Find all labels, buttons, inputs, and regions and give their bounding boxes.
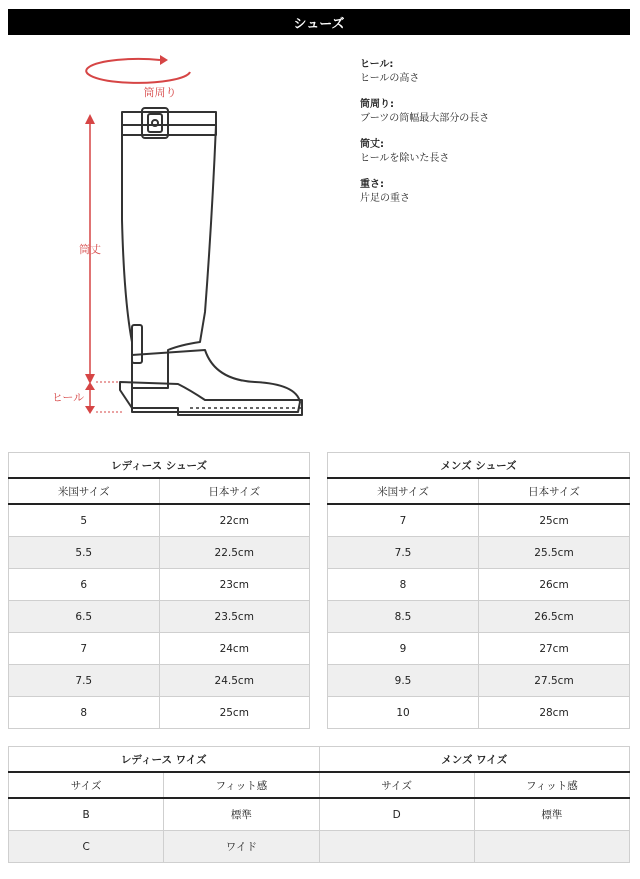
table-row — [328, 633, 630, 665]
table-row — [9, 601, 310, 633]
table-row — [328, 697, 630, 729]
table-cell: 28cm — [479, 697, 630, 729]
mens-shoes-table — [327, 452, 630, 729]
table-row — [9, 831, 630, 863]
banner-title: シューズ — [293, 16, 345, 32]
table-cell: 22.5cm — [159, 537, 310, 569]
table-cell: 7.5 — [328, 537, 479, 569]
column-header: サイズ — [319, 772, 474, 798]
column-header: 米国サイズ — [9, 478, 160, 504]
table-cell: 7 — [9, 633, 160, 665]
table-cell: ワイド — [164, 831, 319, 863]
boot-measurement-diagram — [40, 50, 330, 430]
table-cell: 25cm — [479, 504, 630, 537]
height-label: 筒丈 — [79, 243, 101, 256]
column-header: フィット感 — [474, 772, 629, 798]
table-cell: 22cm — [159, 504, 310, 537]
table-row — [9, 504, 310, 537]
heel-label: ヒール — [51, 391, 85, 404]
table-cell: 27.5cm — [479, 665, 630, 697]
table-cell — [474, 831, 629, 863]
legend-desc-circumference: ブーツの筒幅最大部分の長さ — [360, 113, 490, 124]
legend-term-heel: ヒール: — [360, 59, 394, 70]
table-row — [328, 665, 630, 697]
table-row — [328, 504, 630, 537]
table-cell: 24cm — [159, 633, 310, 665]
table-row — [9, 665, 310, 697]
table-title: メンズ シューズ — [328, 453, 630, 479]
table-row — [9, 569, 310, 601]
legend-term-height: 筒丈: — [360, 139, 384, 150]
table-row — [328, 569, 630, 601]
table-row — [9, 697, 310, 729]
heel-arrow — [85, 382, 124, 414]
table-cell: 23cm — [159, 569, 310, 601]
table-cell: 26cm — [479, 569, 630, 601]
table-cell: 6 — [9, 569, 160, 601]
circumference-label: 筒周り — [143, 86, 177, 99]
legend-term-weight: 重さ: — [360, 179, 384, 190]
table-title: レディース ワイズ — [9, 747, 320, 773]
legend-desc-height: ヒールを除いた長さ — [360, 153, 450, 164]
column-header: サイズ — [9, 772, 164, 798]
table-cell: 7 — [328, 504, 479, 537]
legend-desc-weight: 片足の重さ — [360, 193, 410, 204]
table-cell: 5 — [9, 504, 160, 537]
table-row — [9, 537, 310, 569]
circumference-arrow — [86, 55, 190, 83]
table-row — [9, 798, 630, 831]
table-cell: C — [9, 831, 164, 863]
column-header: 米国サイズ — [328, 478, 479, 504]
table-cell — [319, 831, 474, 863]
legend-term-circumference: 筒周り: — [360, 99, 394, 110]
table-cell: 8 — [9, 697, 160, 729]
column-header: 日本サイズ — [159, 478, 310, 504]
table-cell: 標準 — [164, 798, 319, 831]
table-cell: 9.5 — [328, 665, 479, 697]
table-cell: B — [9, 798, 164, 831]
table-cell: 5.5 — [9, 537, 160, 569]
table-cell: 7.5 — [9, 665, 160, 697]
table-cell: 24.5cm — [159, 665, 310, 697]
measurement-legend — [360, 58, 620, 218]
table-cell: 23.5cm — [159, 601, 310, 633]
column-header: 日本サイズ — [479, 478, 630, 504]
table-cell: 25cm — [159, 697, 310, 729]
section-banner — [8, 9, 630, 35]
table-title: レディース シューズ — [9, 453, 310, 479]
widths-table — [8, 746, 630, 863]
table-title: メンズ ワイズ — [319, 747, 630, 773]
table-cell: 27cm — [479, 633, 630, 665]
table-cell: D — [319, 798, 474, 831]
legend-desc-heel: ヒールの高さ — [360, 73, 420, 84]
table-cell: 10 — [328, 697, 479, 729]
ladies-shoes-table — [8, 452, 310, 729]
table-cell: 6.5 — [9, 601, 160, 633]
table-cell: 8.5 — [328, 601, 479, 633]
boot-outline — [120, 108, 302, 415]
table-row — [328, 601, 630, 633]
column-header: フィット感 — [164, 772, 319, 798]
table-row — [9, 633, 310, 665]
table-cell: 標準 — [474, 798, 629, 831]
table-cell: 25.5cm — [479, 537, 630, 569]
table-cell: 26.5cm — [479, 601, 630, 633]
table-cell: 8 — [328, 569, 479, 601]
table-row — [328, 537, 630, 569]
table-cell: 9 — [328, 633, 479, 665]
